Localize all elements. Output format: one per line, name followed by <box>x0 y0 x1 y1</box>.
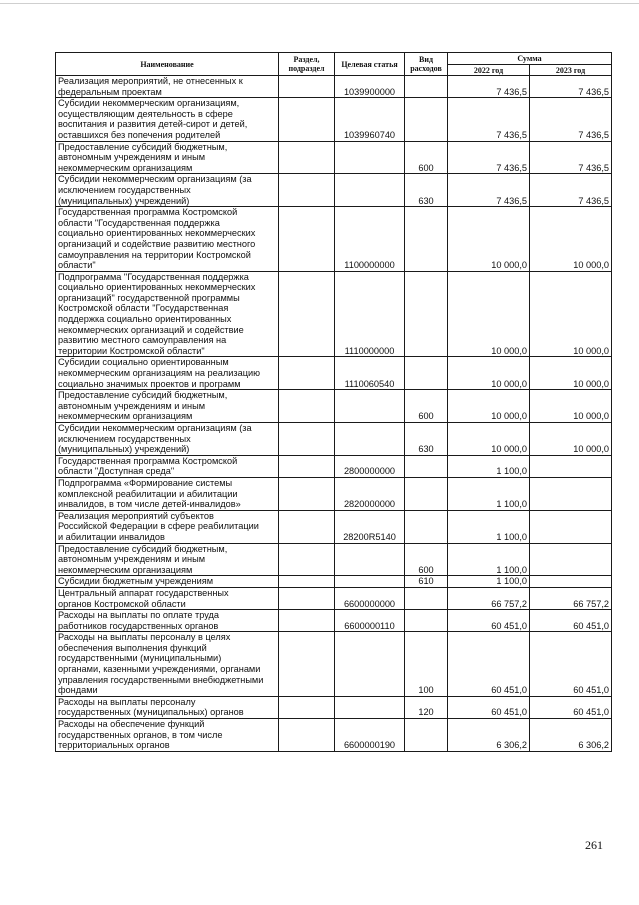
cell-name: Субсидии бюджетным учреждениям <box>56 576 279 588</box>
cell-2022: 10 000,0 <box>448 357 530 390</box>
cell-section <box>279 423 335 456</box>
cell-kind <box>405 98 448 141</box>
cell-section <box>279 587 335 609</box>
header-year-2023: 2023 год <box>530 65 612 76</box>
cell-kind <box>405 207 448 272</box>
cell-kind: 100 <box>405 632 448 697</box>
cell-kind <box>405 587 448 609</box>
cell-kind <box>405 271 448 357</box>
cell-target: 6600000190 <box>335 719 405 752</box>
cell-name: Субсидии некоммерческим организациям, осуществляющим деятельность в сфере воспитания и развития детей-сирот и детей, оставшихся без попечения родителей <box>56 98 279 141</box>
cell-section <box>279 610 335 632</box>
cell-target <box>335 174 405 207</box>
cell-2022: 1 100,0 <box>448 543 530 576</box>
cell-target: 1110000000 <box>335 271 405 357</box>
header-target: Целевая статья <box>335 53 405 76</box>
cell-2023: 10 000,0 <box>530 271 612 357</box>
table-row <box>56 543 612 576</box>
cell-2023 <box>530 455 612 477</box>
cell-name: Расходы на обеспечение функций государственных органов, в том числе территориальных органов <box>56 719 279 752</box>
cell-section <box>279 207 335 272</box>
cell-name: Расходы на выплаты персоналу в целях обеспечения выполнения функций государственными (муниципальными) органами, казенными учреждениями, органами управления государственными внебюджетными фондами <box>56 632 279 697</box>
cell-name: Предоставление субсидий бюджетным, автономным учреждениям и иным некоммерческим организациям <box>56 141 279 174</box>
cell-section <box>279 455 335 477</box>
cell-name: Реализация мероприятий субъектов Российской Федерации в сфере реабилитации и абилитации инвалидов <box>56 510 279 543</box>
header-year-2022: 2022 год <box>448 65 530 76</box>
cell-section <box>279 719 335 752</box>
table-row <box>56 455 612 477</box>
cell-2023: 60 451,0 <box>530 696 612 718</box>
cell-2022: 7 436,5 <box>448 98 530 141</box>
cell-section <box>279 510 335 543</box>
cell-kind: 120 <box>405 696 448 718</box>
cell-section <box>279 98 335 141</box>
table-row <box>56 510 612 543</box>
table-row <box>56 587 612 609</box>
cell-2023: 7 436,5 <box>530 98 612 141</box>
cell-target: 1039900000 <box>335 76 405 98</box>
cell-2022: 10 000,0 <box>448 423 530 456</box>
cell-target <box>335 576 405 588</box>
cell-section <box>279 174 335 207</box>
cell-2023: 6 306,2 <box>530 719 612 752</box>
cell-target: 1100000000 <box>335 207 405 272</box>
cell-target <box>335 141 405 174</box>
cell-name: Государственная программа Костромской области "Доступная среда" <box>56 455 279 477</box>
header-sum: Сумма <box>448 53 612 65</box>
cell-section <box>279 357 335 390</box>
cell-kind: 600 <box>405 543 448 576</box>
cell-target <box>335 543 405 576</box>
cell-target <box>335 696 405 718</box>
table-row <box>56 141 612 174</box>
table-header <box>56 53 612 76</box>
cell-2023: 10 000,0 <box>530 423 612 456</box>
cell-kind <box>405 76 448 98</box>
table-row <box>56 271 612 357</box>
page-top-edge <box>0 3 639 4</box>
table-row <box>56 696 612 718</box>
cell-name: Предоставление субсидий бюджетным, автономным учреждениям и иным некоммерческим организациям <box>56 390 279 423</box>
cell-2022: 1 100,0 <box>448 477 530 510</box>
cell-section <box>279 576 335 588</box>
cell-target <box>335 632 405 697</box>
table-body <box>56 76 612 752</box>
cell-name: Подпрограмма "Государственная поддержка социально ориентированных некоммерческих организаций" государственной программы Костромской области "Государственная поддержка социально ориентированных некоммерческих организаций и содействие развитию местного самоуправления на территории Костромской области" <box>56 271 279 357</box>
cell-kind: 600 <box>405 141 448 174</box>
table-row <box>56 610 612 632</box>
cell-kind <box>405 477 448 510</box>
cell-kind: 600 <box>405 390 448 423</box>
cell-kind <box>405 719 448 752</box>
cell-2023 <box>530 477 612 510</box>
table-row <box>56 423 612 456</box>
cell-target: 1110060540 <box>335 357 405 390</box>
cell-name: Подпрограмма «Формирование системы комплексной реабилитации и абилитации инвалидов, в том числе детей-инвалидов» <box>56 477 279 510</box>
cell-2022: 6 306,2 <box>448 719 530 752</box>
cell-kind <box>405 510 448 543</box>
cell-kind: 630 <box>405 174 448 207</box>
cell-name: Расходы на выплаты по оплате труда работников государственных органов <box>56 610 279 632</box>
cell-target: 2800000000 <box>335 455 405 477</box>
cell-section <box>279 696 335 718</box>
table-row <box>56 76 612 98</box>
cell-2023: 10 000,0 <box>530 357 612 390</box>
budget-table <box>55 52 612 752</box>
cell-section <box>279 477 335 510</box>
cell-target: 1039960740 <box>335 98 405 141</box>
cell-2023: 10 000,0 <box>530 207 612 272</box>
cell-2022: 10 000,0 <box>448 390 530 423</box>
cell-section <box>279 141 335 174</box>
cell-name: Субсидии некоммерческим организациям (за исключением государственных (муниципальных) учреждений) <box>56 423 279 456</box>
cell-section <box>279 390 335 423</box>
cell-2022: 1 100,0 <box>448 510 530 543</box>
cell-2022: 10 000,0 <box>448 207 530 272</box>
header-kind: Вид расходов <box>405 53 448 76</box>
cell-target: 2820000000 <box>335 477 405 510</box>
table-row <box>56 174 612 207</box>
cell-target: 6600000110 <box>335 610 405 632</box>
page-number: 261 <box>585 838 603 852</box>
cell-2023: 60 451,0 <box>530 632 612 697</box>
header-name: Наименование <box>56 53 279 76</box>
cell-target: 28200R5140 <box>335 510 405 543</box>
cell-name: Расходы на выплаты персоналу государственных (муниципальных) органов <box>56 696 279 718</box>
table-row <box>56 357 612 390</box>
cell-kind: 630 <box>405 423 448 456</box>
cell-2022: 7 436,5 <box>448 76 530 98</box>
table-row <box>56 477 612 510</box>
cell-name: Центральный аппарат государственных органов Костромской области <box>56 587 279 609</box>
cell-2022: 66 757,2 <box>448 587 530 609</box>
cell-2023 <box>530 543 612 576</box>
cell-2023: 60 451,0 <box>530 610 612 632</box>
cell-name: Субсидии некоммерческим организациям (за исключением государственных (муниципальных) учреждений) <box>56 174 279 207</box>
cell-2023: 66 757,2 <box>530 587 612 609</box>
cell-name: Государственная программа Костромской области "Государственная поддержка социально ориентированных некоммерческих организаций и содействие развитию местного самоуправления на территории Костромской области" <box>56 207 279 272</box>
cell-2023: 7 436,5 <box>530 174 612 207</box>
table-row <box>56 207 612 272</box>
cell-2023: 7 436,5 <box>530 76 612 98</box>
cell-target: 6600000000 <box>335 587 405 609</box>
cell-2023: 7 436,5 <box>530 141 612 174</box>
cell-section <box>279 271 335 357</box>
table-row <box>56 390 612 423</box>
cell-name: Субсидии социально ориентированным некоммерческим организациям на реализацию социально значимых проектов и программ <box>56 357 279 390</box>
cell-2022: 60 451,0 <box>448 610 530 632</box>
cell-2022: 1 100,0 <box>448 576 530 588</box>
cell-target <box>335 390 405 423</box>
cell-name: Реализация мероприятий, не отнесенных к федеральным проектам <box>56 76 279 98</box>
cell-2022: 60 451,0 <box>448 696 530 718</box>
cell-target <box>335 423 405 456</box>
cell-2023: 10 000,0 <box>530 390 612 423</box>
cell-kind <box>405 357 448 390</box>
cell-section <box>279 543 335 576</box>
cell-kind <box>405 455 448 477</box>
cell-2022: 10 000,0 <box>448 271 530 357</box>
table-row <box>56 632 612 697</box>
cell-section <box>279 76 335 98</box>
cell-name: Предоставление субсидий бюджетным, автономным учреждениям и иным некоммерческим организациям <box>56 543 279 576</box>
cell-section <box>279 632 335 697</box>
cell-2023 <box>530 576 612 588</box>
cell-2022: 60 451,0 <box>448 632 530 697</box>
table-row <box>56 719 612 752</box>
cell-kind <box>405 610 448 632</box>
cell-kind: 610 <box>405 576 448 588</box>
cell-2022: 1 100,0 <box>448 455 530 477</box>
cell-2022: 7 436,5 <box>448 141 530 174</box>
header-section: Раздел, подраздел <box>279 53 335 76</box>
table-row <box>56 576 612 588</box>
cell-2023 <box>530 510 612 543</box>
cell-2022: 7 436,5 <box>448 174 530 207</box>
table-row <box>56 98 612 141</box>
